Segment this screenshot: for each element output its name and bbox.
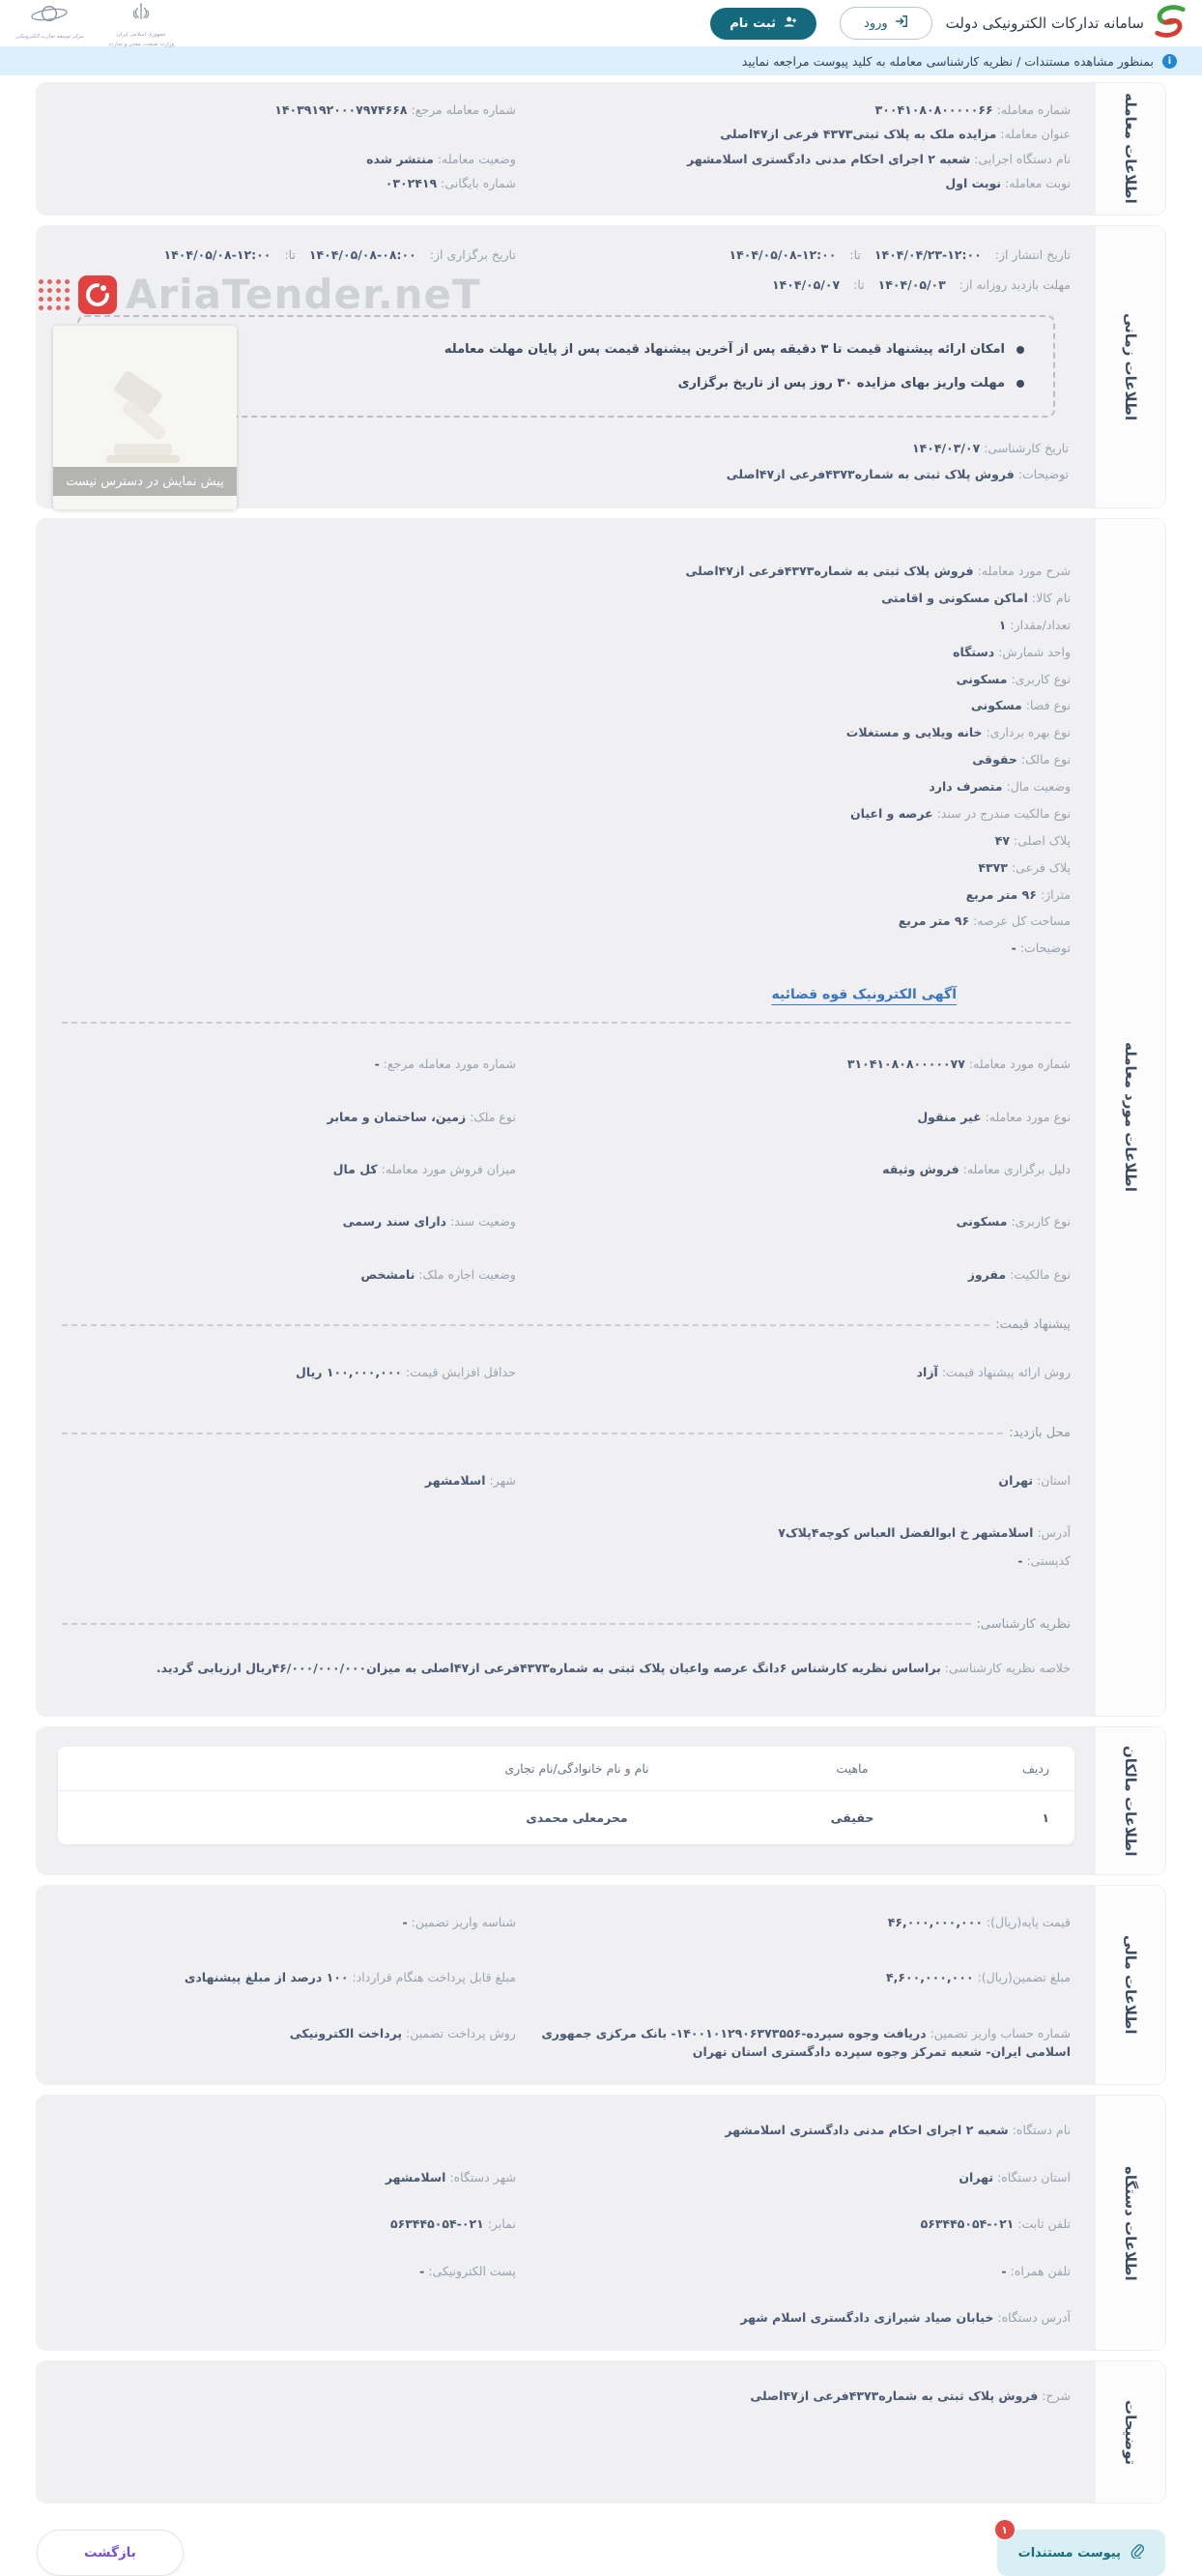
field-expert-summary	[62, 1659, 1071, 1677]
field-deal-round	[516, 174, 1071, 192]
field-org-city	[62, 2168, 516, 2186]
app-title: سامانه تدارکات الکترونیکی دولت	[945, 14, 1144, 32]
dashed-line	[62, 1324, 989, 1326]
field-value: ۹۶ متر مربع	[965, 886, 1037, 902]
field-value: اسلامشهر	[424, 1473, 486, 1489]
field-deal-title	[516, 125, 1071, 143]
financial-body	[37, 1886, 1096, 2085]
owners-table	[58, 1747, 1074, 1844]
field-label: نام دستگاه اجرایی:	[974, 151, 1071, 166]
footer-actions	[37, 2523, 1165, 2576]
globe-icon	[29, 2, 70, 31]
field-address	[62, 1523, 1071, 1542]
field-value: شعبه ۲ اجرای احکام مدنی دادگستری اسلامشهر	[686, 151, 971, 166]
field-value: پرداخت الکترونیکی	[289, 2025, 403, 2041]
field-label: تا:	[284, 246, 296, 262]
field-value: منتشر شده	[366, 151, 434, 166]
field-label: متراژ:	[1040, 886, 1071, 902]
field-value: ۱۰۰,۰۰۰,۰۰۰ ریال	[296, 1365, 402, 1379]
field-label: عنوان معامله:	[1000, 127, 1071, 142]
cell-row-number: ۱	[1042, 1809, 1049, 1825]
field-quantity	[466, 616, 1071, 634]
ecommerce-center-logo	[15, 2, 83, 41]
field-label: تا:	[849, 246, 861, 262]
field-label: مساحت کل عرصه:	[973, 913, 1071, 929]
field-value: مزایده ملک به پلاک ثبتی۴۳۷۳ فرعی از۴۷اصلی	[720, 127, 997, 142]
field-value: کل مال	[332, 1161, 378, 1176]
brand	[946, 5, 1188, 42]
section-label-strip	[1096, 83, 1165, 215]
owners-body	[37, 1727, 1096, 1874]
field-label: مبلغ تضمین(ریال):	[977, 1970, 1071, 1985]
field-base-price	[516, 1913, 1071, 1931]
price-offer-separator	[62, 1317, 1071, 1332]
cell-empty	[58, 1791, 417, 1844]
field-value: دستگاه	[953, 644, 995, 659]
section-title-time-info: اطلاعات زمانی	[1122, 312, 1139, 420]
field-label: شناسه واریز تضمین:	[411, 1914, 516, 1929]
field-guarantee-amount	[516, 1968, 1071, 1986]
setad-logo-icon	[1152, 5, 1188, 42]
field-city	[62, 1471, 516, 1490]
subject-info-body	[37, 519, 1096, 1716]
field-value: ۱۴۰۴/۰۵/۰۸-۰۸:۰۰	[308, 246, 416, 262]
field-ownership-type	[516, 1265, 1071, 1284]
field-unit	[466, 643, 1071, 661]
field-label: نام کالا:	[1031, 590, 1071, 605]
field-label: شماره بایگانی:	[441, 176, 516, 191]
login-button[interactable]	[840, 7, 932, 40]
field-empty	[62, 125, 516, 143]
field-label: تاریخ انتشار از:	[994, 246, 1071, 262]
field-value: ۱۰۰ درصد از مبلغ پیشنهادی	[184, 1970, 349, 1985]
field-rent-status	[62, 1265, 516, 1284]
rule-text: مهلت واریز بهای مزایده ۳۰ روز پس از تاریخ برگزاری	[677, 376, 1005, 391]
expert-opinion-separator	[62, 1617, 1071, 1632]
field-space-type	[466, 696, 1071, 714]
field-archive-number	[62, 174, 516, 192]
paperclip-icon	[1130, 2543, 1144, 2562]
section-title-deal-info: اطلاعات معامله	[1122, 93, 1139, 205]
field-value: ۰۳۰۲۴۱۹	[385, 176, 438, 191]
section-description	[37, 2361, 1165, 2503]
section-financial-info	[37, 1886, 1165, 2085]
field-value: مسکونی	[956, 1214, 1008, 1230]
cell-owner-name: محرمعلی محمدی	[526, 1809, 628, 1825]
field-label: نوع بهره برداری:	[986, 725, 1071, 740]
field-value: ۴۶,۰۰۰,۰۰۰,۰۰۰	[887, 1914, 983, 1929]
section-title-owners: اطلاعات مالکان	[1122, 1745, 1139, 1857]
field-expert-date	[64, 439, 1069, 457]
field-visit-dates	[62, 275, 1071, 294]
notice-text: بمنظور مشاهده مستندات / نظریه کارشناسی معامله به کلید پیوست مراجعه نمایید	[741, 53, 1154, 69]
field-label: وضعیت اجاره ملک:	[418, 1266, 516, 1282]
time-info-body	[37, 226, 1096, 508]
field-label: نوع فضا:	[1025, 698, 1071, 713]
field-org-phone	[516, 2214, 1071, 2233]
visit-location-separator	[62, 1426, 1071, 1440]
subject-pair-rows	[62, 1024, 1071, 1284]
field-value: دریافت وجوه سپرده-۱۴۰۰۱۰۱۲۹۰۶۳۷۳۵۵۶- بانک مرکزی جمهوری اسلامی ایران- شعبه تمرکز وجوه سپرده دادگستری استان تهران	[541, 2025, 1071, 2059]
field-label: نوبت معامله:	[1005, 176, 1071, 191]
rule-item	[108, 342, 1024, 357]
col-header-owner-name: نام و نام خانوادگی/نام تجاری	[417, 1747, 736, 1791]
field-time-desc	[64, 465, 1069, 483]
user-plus-icon	[783, 15, 797, 32]
field-label: استان:	[1037, 1473, 1071, 1489]
owners-table-header-row	[58, 1747, 1074, 1791]
field-value: ۳۰۰۴۱۰۸۰۸۰۰۰۰۰۶۶	[874, 102, 993, 117]
field-owner-type	[466, 750, 1071, 768]
section-deal-info	[37, 83, 1165, 215]
notice-bar	[0, 46, 1202, 75]
field-value: -	[402, 1914, 408, 1929]
field-value: مسکونی	[970, 698, 1022, 713]
field-value: ۱۴۰۴/۰۵/۰۷	[771, 276, 841, 292]
field-guarantee-account	[516, 2024, 1071, 2062]
rule-item	[108, 376, 1024, 391]
field-value: -	[419, 2263, 425, 2278]
preview-unavailable-caption: پیش نمایش در دسترس نیست	[53, 467, 237, 496]
back-button[interactable]: بازگشت	[37, 2530, 184, 2576]
register-button[interactable]	[710, 8, 816, 40]
col-header-row-number: ردیف	[968, 1747, 1074, 1791]
field-label: شهر:	[489, 1473, 516, 1489]
field-total-land-area	[466, 912, 1071, 930]
field-label: نوع مالکیت مندرج در سند:	[936, 805, 1071, 821]
section-title-financial: اطلاعات مالی	[1122, 1935, 1139, 2035]
field-subject-notes	[466, 939, 1071, 957]
field-label: توضیحات:	[1019, 941, 1071, 956]
field-label: قیمت پایه(ریال):	[986, 1914, 1071, 1929]
field-org-address	[62, 2308, 1071, 2327]
field-value: ۰۲۱-۵۶۳۴۴۵۰۵۴	[920, 2216, 1015, 2232]
field-value: تهران	[998, 1473, 1034, 1489]
bullet-icon	[1016, 346, 1024, 354]
field-exploitation-type	[466, 723, 1071, 741]
login-label: ورود	[864, 15, 888, 31]
field-estate-type	[62, 1108, 516, 1126]
ecommerce-center-caption: مرکز توسعه تجارت الکترونیکی	[15, 33, 84, 40]
field-value: عرصه و اعیان	[849, 805, 933, 821]
field-postal-code	[62, 1551, 1071, 1570]
field-label: تعداد/مقدار:	[1010, 617, 1071, 632]
field-value: دارای سند رسمی	[342, 1214, 447, 1230]
field-value: نوبت اول	[945, 176, 1002, 191]
watermark-text: AriaTender.neT	[126, 271, 481, 318]
government-logos	[15, 0, 174, 48]
field-deposit-id	[62, 1913, 516, 1931]
field-label: نوع کاربری:	[1011, 671, 1071, 686]
ministry-logo	[108, 2, 174, 49]
attach-documents-button[interactable]	[997, 2523, 1165, 2576]
field-label: خلاصه نظریه کارشناسی:	[944, 1660, 1071, 1675]
field-value: متصرف دارد	[929, 779, 1003, 794]
field-value: حقوقی	[972, 752, 1017, 767]
field-label: روش ارائه پیشنهاد قیمت:	[941, 1365, 1071, 1379]
field-value: ۳۱۰۴۱۰۸۰۸۰۰۰۰۰۷۷	[846, 1056, 965, 1072]
field-value: تهران	[959, 2169, 994, 2185]
field-label: میزان فروش مورد معامله:	[381, 1161, 516, 1176]
field-value: ۱۴۰۳۹۱۹۲۰۰۰۷۹۷۴۶۶۸	[274, 102, 408, 117]
section-organization-info	[37, 2096, 1165, 2350]
field-org-fax	[62, 2214, 516, 2233]
field-org-name	[62, 2121, 1071, 2139]
field-deed-status	[62, 1212, 516, 1230]
field-value: فروش پلاک ثبتی به شماره۴۳۷۳فرعی از۴۷اصلی	[726, 466, 1015, 481]
field-sub-plate	[466, 858, 1071, 877]
field-value: -	[374, 1056, 380, 1072]
field-publish-dates	[516, 246, 1071, 264]
field-held-dates	[62, 246, 516, 264]
field-label: تلفن ثابت:	[1017, 2216, 1071, 2232]
field-deal-status	[62, 150, 516, 168]
field-value: ۱	[998, 617, 1007, 632]
section-label-strip	[1096, 2361, 1165, 2503]
field-ownership-in-deed	[466, 804, 1071, 823]
judiciary-ad-link[interactable]: آگهی الکترونیک قوه قضائیه	[771, 987, 957, 1003]
field-value: مفروز	[967, 1266, 1007, 1282]
field-value: ۱۴۰۴/۰۵/۰۳	[877, 276, 946, 292]
field-label: روش پرداخت تضمین:	[406, 2025, 516, 2041]
info-icon: i	[1162, 54, 1177, 69]
field-label: دلیل برگزاری معامله:	[962, 1161, 1071, 1176]
field-auction-reason	[516, 1160, 1071, 1178]
section-label-strip	[1096, 226, 1165, 508]
section-title-organization: اطلاعات دستگاه	[1122, 2165, 1139, 2281]
field-value: مسکونی	[956, 671, 1008, 686]
cell-entity-type: حقیقی	[830, 1809, 874, 1825]
field-label: شرح مورد معامله:	[977, 564, 1071, 578]
field-value: فروش پلاک ثبتی به شماره۴۳۷۳فرعی از۴۷اصلی	[750, 2388, 1039, 2404]
field-label: مهلت بازدید روزانه از:	[959, 276, 1071, 292]
field-label: نوع مورد معامله:	[985, 1109, 1071, 1124]
field-usage-type2	[516, 1212, 1071, 1230]
address-block	[62, 1523, 1071, 1571]
field-subject-desc	[466, 562, 1071, 580]
field-label: وضعیت معامله:	[437, 151, 516, 166]
col-header-entity-type: ماهیت	[736, 1747, 968, 1791]
field-value: اماکن مسکونی و اقامتی	[881, 590, 1028, 605]
field-value: آزاد	[916, 1365, 938, 1379]
field-label: شهر دستگاه:	[449, 2169, 516, 2185]
field-label: نوع مالک:	[1020, 752, 1071, 767]
field-label: شماره مورد معامله مرجع:	[383, 1056, 516, 1072]
field-value: فروش پلاک ثبتی به شماره۴۳۷۳فرعی از۴۷اصلی	[685, 564, 974, 578]
section-label-strip	[1096, 519, 1165, 1716]
separator-label: نظریه کارشناسی:	[976, 1616, 1071, 1632]
field-label: توضیحات:	[1017, 466, 1069, 481]
field-value: اسلامشهر	[385, 2169, 446, 2185]
field-label: نوع ملک:	[470, 1109, 516, 1124]
field-value: ۴۷	[994, 832, 1011, 848]
field-value: ۱۴۰۴/۰۵/۰۸-۱۲:۰۰	[163, 246, 272, 262]
section-label-strip	[1096, 1727, 1165, 1874]
field-area	[466, 885, 1071, 904]
field-label: شماره مورد معامله:	[968, 1056, 1071, 1072]
owners-table-row	[58, 1791, 1074, 1844]
field-main-plate	[466, 831, 1071, 850]
field-executive-org	[516, 150, 1071, 168]
field-label: تاریخ کارشناسی:	[984, 441, 1069, 456]
field-value: خانه ویلایی و مستغلات	[845, 725, 983, 740]
field-deal-number	[516, 101, 1071, 119]
separator-label: محل بازدید:	[1009, 1426, 1071, 1441]
register-label: ثبت نام	[730, 15, 777, 31]
section-subject-info	[37, 519, 1165, 1716]
field-value: -	[1001, 2263, 1007, 2278]
section-owners-info	[37, 1727, 1165, 1874]
field-label: پلاک فرعی:	[1011, 859, 1071, 875]
field-min-increase	[62, 1363, 516, 1381]
field-value: زمین، ساختمان و معابر	[327, 1109, 467, 1124]
login-icon	[895, 14, 908, 32]
field-description	[62, 2387, 1071, 2405]
field-org-mobile	[516, 2262, 1071, 2280]
field-usage-type	[466, 670, 1071, 688]
field-value: ۱۴۰۴/۰۵/۰۸-۱۲:۰۰	[729, 246, 837, 262]
field-label: شماره معامله:	[996, 102, 1071, 117]
field-label: شرح:	[1042, 2388, 1071, 2404]
section-label-strip	[1096, 2096, 1165, 2350]
deal-info-body	[37, 83, 1096, 215]
field-label: وضعیت مال:	[1006, 779, 1071, 794]
dashed-line	[62, 1433, 1003, 1434]
section-title-description: توضیحات	[1122, 2399, 1139, 2465]
field-offer-method	[516, 1363, 1071, 1381]
field-value: ۴,۶۰۰,۰۰۰,۰۰۰	[886, 1970, 974, 1985]
field-label: حداقل افزایش قیمت:	[405, 1365, 516, 1379]
attachment-count-badge: ۱	[995, 2520, 1015, 2539]
field-value: فروش وثیقه	[882, 1161, 959, 1176]
field-subject-number	[516, 1055, 1071, 1073]
field-org-email	[62, 2262, 516, 2280]
field-guarantee-pay-method	[62, 2024, 516, 2042]
field-label: آدرس دستگاه:	[997, 2309, 1071, 2325]
section-label-strip	[1096, 1886, 1165, 2085]
field-value: براساس نظریه کارشناس ۶دانگ عرصه واعیان پلاک ثبتی به شماره۴۳۷۳فرعی از۴۷اصلی به میزان۴۶/۰۰۰/۰۰۰/۰۰۰ریال ارزیابی گردید.	[156, 1660, 941, 1675]
field-label: آدرس:	[1037, 1524, 1071, 1540]
field-value: ۱۴۰۴/۰۴/۲۳-۱۲:۰۰	[873, 246, 982, 262]
field-value: ۹۶ متر مربع	[898, 913, 970, 929]
field-label: پست الکترونیکی:	[428, 2263, 516, 2278]
ministry-caption-line1: جمهوری اسلامی ایران	[116, 31, 166, 38]
field-payable-at-contract	[62, 1968, 516, 1986]
field-label: واحد شمارش:	[998, 644, 1071, 659]
field-label: نوع کاربری:	[1011, 1214, 1071, 1230]
section-title-subject-info: اطلاعات مورد معامله	[1122, 1042, 1139, 1193]
main-content	[0, 75, 1202, 2503]
field-value: نامشخص	[360, 1266, 415, 1282]
field-value: -	[1011, 941, 1016, 956]
attach-documents-label: پیوست مستندات	[1017, 2545, 1121, 2561]
field-sale-portion	[62, 1160, 516, 1178]
col-header-empty	[58, 1747, 417, 1791]
field-subject-ref-number	[62, 1055, 516, 1073]
field-deal-ref-number	[62, 101, 516, 119]
field-label: شماره معامله مرجع:	[411, 102, 516, 117]
field-value: غیر منقول	[917, 1109, 982, 1124]
field-value: ۰۲۱-۵۶۳۴۴۵۰۵۴	[389, 2216, 484, 2232]
field-label: شماره حساب واریز تضمین:	[930, 2025, 1071, 2041]
description-body	[37, 2361, 1096, 2503]
field-property-status	[466, 777, 1071, 796]
field-label: نام دستگاه:	[1012, 2123, 1071, 2138]
field-label: نوع مالکیت:	[1010, 1266, 1071, 1282]
field-value: ۴۳۷۳	[978, 859, 1008, 875]
field-value: ۱۴۰۴/۰۳/۰۷	[912, 441, 981, 456]
app-header	[0, 0, 1202, 46]
subject-top-fields	[466, 562, 1071, 958]
field-goods-name	[466, 589, 1071, 607]
field-label: مبلغ قابل پرداخت هنگام قرارداد:	[352, 1970, 516, 1985]
auction-rules-box	[77, 315, 1055, 418]
dashed-line	[62, 1623, 971, 1625]
field-label: کدپستی:	[1026, 1553, 1071, 1569]
field-label: وضعیت سند:	[450, 1214, 516, 1230]
field-label: نمابر:	[487, 2216, 516, 2232]
field-label: استان دستگاه:	[997, 2169, 1071, 2185]
field-org-province	[516, 2168, 1071, 2186]
field-label: تاریخ برگزاری از:	[429, 246, 516, 262]
field-value: خیابان صیاد شیرازی دادگستری اسلام شهر	[740, 2309, 994, 2325]
iran-emblem-icon	[130, 2, 152, 29]
field-label: پلاک اصلی:	[1014, 832, 1071, 848]
field-value: شعبه ۲ اجرای احکام مدنی دادگستری اسلامشهر	[725, 2123, 1009, 2138]
field-label: تلفن همراه:	[1010, 2263, 1071, 2278]
field-value: اسلامشهر خ ابوالفضل العباس کوچه۴پلاک۷	[778, 1524, 1034, 1540]
field-value: -	[1017, 1553, 1023, 1569]
organization-body	[37, 2096, 1096, 2350]
bullet-icon	[1016, 380, 1024, 388]
field-subject-type	[516, 1108, 1071, 1126]
rule-text: امکان ارائه پیشنهاد قیمت تا ۳ دقیقه پس از آخرین پیشنهاد قیمت پس از پایان مهلت معامله	[444, 342, 1005, 358]
field-label: تا:	[853, 276, 865, 292]
ministry-caption-line2: وزارت صنعت، معدن و تجارت	[108, 42, 175, 47]
section-time-info	[37, 226, 1165, 508]
field-province	[516, 1471, 1071, 1490]
separator-label: پیشنهاد قیمت:	[995, 1317, 1071, 1332]
